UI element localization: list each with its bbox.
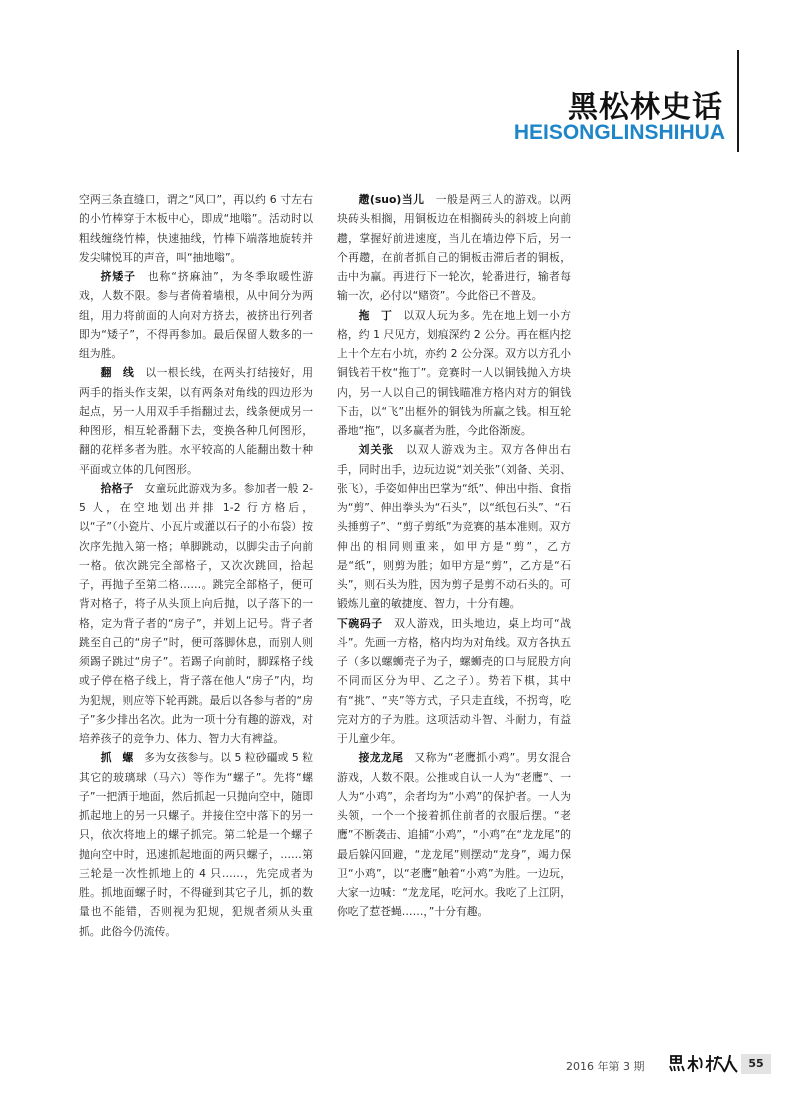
left-text-column xyxy=(79,190,313,941)
issue-label: 2016 年第 3 期 xyxy=(566,1060,645,1073)
paragraph-text: 女童玩此游戏为多。参加者一般 2-5 人，在空地划出并排 1-2 行方格后，以“子”（小瓷片、小瓦片或灌以石子的小布袋）按次序先抛入第一格；单脚跳动，以脚尖击子向前一格。依次跳完全部格子，又次次跳回，拾起子，再抛子至第二格……。跳完全部格子，便可背对格子，将子从头顶上向后抛，以子落下的一格，定为背子者的“房子”，并划上记号。背子者跳至自己的“房子”时，便可落脚休息，而别人则须踢子跳过“房子”。若踢子向前时，脚踩格子线或子停在格子线上，背子落在他人“房子”内，均为犯规，则应等下轮再跳。最后以各参与者的“房子”多少排出名次。此为一项十分有趣的游戏，对培养孩子的竞争力、体力、智力大有裨益。 xyxy=(79,481,313,745)
paragraph-ji-aizi xyxy=(79,267,313,363)
paragraph-zhua-luo xyxy=(79,748,313,941)
column-title: 黑松林史话 xyxy=(568,90,723,125)
paragraph-keyword: 拾格子 xyxy=(100,481,134,495)
magazine-logo xyxy=(668,1052,738,1074)
paragraph-fan-xian xyxy=(79,363,313,479)
paragraph-jie-longlong-wei xyxy=(337,748,571,921)
paragraph-text: 也称“挤麻油”，为冬季取暖性游戏，人数不限。参与者倚着墙根，从中间分为两组，用力将前面的人向对方挤去，被挤出行列者即为“矮子”，不得再参加。最后保留人数多的一组为胜。 xyxy=(79,270,314,360)
paragraph-text: 又称为“老鹰抓小鸡”。男女混合游戏，人数不限。公推或自认一人为“老鹰”、一人为“小鸡”，余者均为“小鸡”的保护者。一人为头领，一个一个接着抓住前者的衣服后摆。“老鹰”不断袭击、追捕“小鸡”，“小鸡”在“龙龙尾”的最后躲闪回避，“龙龙尾”则摆动“龙身”，竭力保卫“小鸡”，以“老鹰”触着“小鸡”为胜。一边玩，大家一边喊：“龙龙尾，吃河水。我吃了上江阴，你吃了惹苍蝇……，”十分有趣。 xyxy=(337,751,572,919)
paragraph-text: 以双人游戏为主。双方各伸出右手，同时出手，边玩边说“刘关张”（刘备、关羽、张飞），手姿如伸出巴掌为“纸”、伸出中指、食指为“剪”、伸出拳头为“石头”，以“纸包石头”、“石头捶剪子”、“剪子剪纸”为竞赛的基本准则。双方伸出的相同则重来，如甲方是“剪”，乙方是“纸”，则剪为胜；如甲方是“剪”，乙方是“石头”，则石头为胜，因为剪子是剪不动石头的。可锻炼儿童的敏捷度、智力，十分有趣。 xyxy=(337,443,571,611)
paragraph-keyword: 翻 线 xyxy=(100,366,135,380)
paragraph-0 xyxy=(79,190,313,267)
paragraph-liu-guan-zhang xyxy=(337,440,571,613)
paragraph-keyword: 接龙龙尾 xyxy=(358,751,404,765)
paragraph-keyword: 拖 丁 xyxy=(358,308,393,322)
paragraph-keyword: 挤矮子 xyxy=(100,270,136,283)
paragraph-text: 以一根长线，在两头打结接好，用两手的指头作支架，以有两条对角线的四边形为起点，另一人用双手手指翻过去，线条便成另一种图形，相互轮番翻下去，变换各种几何图形，翻的花样多者为胜。水平较高的人能翻出数十种平面或立体的几何图形。 xyxy=(79,366,314,476)
paragraph-text: 空两三条直缝口，谓之“风口”，再以约 6 寸左右的小竹棒穿于木板中心，即成“地嗡”。活动时以粗线缠绕竹棒，快速抽线，竹棒下端落地旋转并发尖啸悦耳的声音，叫“抽地嗡”。 xyxy=(79,193,313,264)
paragraph-text: 以双人玩为多。先在地上划一小方格，约 1 尺见方，划痕深约 2 公分。再在框内挖上十个左右小坑，亦约 2 公分深。双方以方孔小铜钱若干枚“拖丁”。竞赛时一人以铜钱抛入方块内，另一人以自己的铜钱瞄准方格内对方的铜钱下击，以“飞”出框外的铜钱为所赢之钱。相互轮番地“拖”，以多赢者为胜，今此俗渐废。 xyxy=(337,308,572,437)
paragraph-text: 一般是两三人的游戏。以两块砖头相搁，用铜板边在相搁砖头的斜坡上向前趱，掌握好前进速度，当儿在墙边停下后，另一个再趱，在前者抓自己的铜板击滞后者的铜板，击中为赢。再进行下一轮次，轮番进行，输者每输一次，必付以“赌资”。今此俗已不普及。 xyxy=(337,193,571,303)
paragraph-text: 多为女孩参与。以 5 粒砂礓或 5 粒其它的玻璃球（马六）等作为“螺子”。先将“螺子”一把洒于地面，然后抓起一只抛向空中，随即抓起地上的另一只螺子。并接住空中落下的另一只，依次将地上的螺子抓完。第二轮是一个螺子抛向空中时，迅速抓起地面的两只螺子，……第三轮是一次性抓地上的 4 只……，先完成者为胜。抓地面螺子时，不得碰到其它子儿，抓的数量也不能错，否则视为犯规，犯规者须从头重抓。此俗今仍流传。 xyxy=(79,751,314,938)
paragraph-tuo-ding xyxy=(337,306,571,441)
paragraph-keyword: 下碗码子 xyxy=(337,616,383,630)
paragraph-shi-gezi xyxy=(79,479,313,749)
paragraph-xia-wan-mazi xyxy=(337,614,571,749)
column-title-pinyin: HEISONGLINSHIHUA xyxy=(513,121,725,144)
paragraph-suo-danger xyxy=(337,190,571,306)
paragraph-keyword: 刘关张 xyxy=(358,443,395,457)
paragraph-keyword: 抓 螺 xyxy=(100,751,134,765)
paragraph-text: 双人游戏，田头地边，桌上均可“战斗”。先画一方格，格内均为对角线。双方各执五子（多以螺蛳壳子为子，螺蛳壳的口与屁股方向不同而区分为甲、乙之子）。势若下棋，其中有“挑”、“夹”等方式，子只走直线，不拐弯，吃完对方的子为胜。这项活动斗智、斗耐力，有益于儿童少年。 xyxy=(337,616,572,745)
header-vertical-rule xyxy=(737,50,739,152)
paragraph-keyword: 趱(suo)当儿 xyxy=(358,193,425,206)
right-text-column xyxy=(337,190,571,922)
page-number: 55 xyxy=(741,1054,771,1074)
